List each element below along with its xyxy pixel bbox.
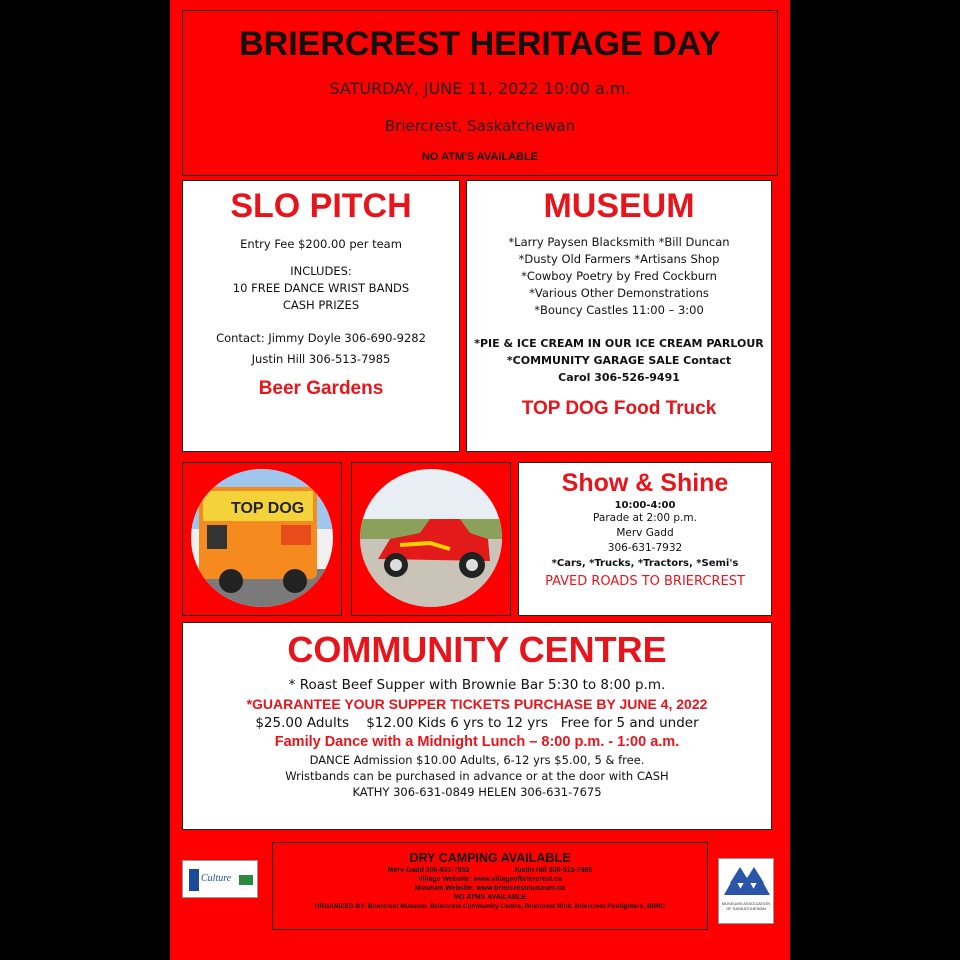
hot-rod-photo-box xyxy=(351,462,511,616)
contact-name: Merv Gadd xyxy=(616,527,674,539)
museum-item: *Larry Paysen Blacksmith *Bill Duncan xyxy=(508,235,730,249)
beer-gardens: Beer Gardens xyxy=(258,378,384,399)
food-truck-photo-box xyxy=(182,462,342,616)
event-title: BRIERCREST HERITAGE DAY xyxy=(239,25,721,63)
paved-roads: PAVED ROADS TO BRIERCREST xyxy=(545,574,745,589)
museum-item: *Dusty Old Farmers *Artisans Shop xyxy=(518,252,720,266)
slo-pitch-box xyxy=(182,180,460,452)
entry-fee: Entry Fee $200.00 per team xyxy=(240,237,402,251)
village-website[interactable]: Village Website: www.villageofbriercrest.ca xyxy=(418,876,562,883)
footer-no-atm: NO ATMS AVAILABLE xyxy=(453,894,527,901)
museum-bold-item: Carol 306-526-9491 xyxy=(558,371,680,384)
event-poster xyxy=(170,0,790,960)
museum-title: MUSEUM xyxy=(543,187,695,225)
truck-label: TOP DOG xyxy=(231,500,305,517)
contact-line: Justin Hill 306-513-7985 xyxy=(251,352,391,366)
community-title: COMMUNITY CENTRE xyxy=(287,629,667,670)
wristbands-line: Wristbands can be purchased in advance or at the door with CASH xyxy=(285,769,669,783)
community-centre-box xyxy=(182,622,772,830)
food-truck-photo xyxy=(191,469,333,607)
museum-item: *Various Other Demonstrations xyxy=(529,286,709,300)
museum-item: *Bouncy Castles 11:00 – 3:00 xyxy=(534,303,704,317)
includes-label: INCLUDES: xyxy=(290,264,352,278)
show-shine-title: Show & Shine xyxy=(561,469,729,497)
museum-bold-item: *COMMUNITY GARAGE SALE Contact xyxy=(506,354,732,367)
event-date: SATURDAY, JUNE 11, 2022 10:00 a.m. xyxy=(329,79,631,98)
footer-contact: Merv Gadd 306-631-7932 xyxy=(387,867,470,874)
footer-contact: Justin Hill 306-513-7985 xyxy=(513,867,593,874)
organized-by: ORGANIZED BY: Briercrest Museum, Briercrest Community Centre, Briercrest Rink, Briercrest Firefighters, BRRC xyxy=(314,903,666,910)
hot-rod-photo xyxy=(360,469,502,607)
dance-line: Family Dance with a Midnight Lunch – 8:00 p.m. - 1:00 a.m. xyxy=(274,734,680,750)
show-shine-box xyxy=(518,462,772,616)
museum-box xyxy=(466,180,772,452)
footer-contacts xyxy=(273,867,707,874)
guarantee-line: *GUARANTEE YOUR SUPPER TICKETS PURCHASE BY JUNE 4, 2022 xyxy=(246,696,708,712)
museums-association-text: MUSEUMS ASSOCIATION OF SASKATCHEWAN xyxy=(721,901,771,911)
parade-time: Parade at 2:00 p.m. xyxy=(593,512,697,524)
mountain-icon xyxy=(720,865,774,899)
museums-association-logo xyxy=(718,858,774,924)
museum-item: *Cowboy Poetry by Fred Cockburn xyxy=(521,269,717,283)
slo-pitch-title: SLO PITCH xyxy=(230,187,412,225)
show-shine-time: 10:00-4:00 xyxy=(614,500,676,511)
culture-logo-mark xyxy=(189,869,199,891)
culture-logo-text: Culture xyxy=(201,873,232,884)
culture-logo xyxy=(182,860,258,898)
supper-line: * Roast Beef Supper with Brownie Bar 5:30 to 8:00 p.m. xyxy=(288,677,666,693)
header-box xyxy=(182,10,778,176)
includes-item: CASH PRIZES xyxy=(282,298,360,312)
event-location: Briercrest, Saskatchewan xyxy=(384,117,576,135)
contact-line: Contact: Jimmy Doyle 306-690-9282 xyxy=(216,331,426,345)
vehicle-types: *Cars, *Trucks, *Tractors, *Semi's xyxy=(551,558,739,569)
prices-line: $25.00 Adults $12.00 Kids 6 yrs to 12 yrs Free for 5 and under xyxy=(255,715,699,731)
atm-notice: NO ATM'S AVAILABLE xyxy=(421,151,539,163)
footer-box xyxy=(272,842,708,930)
admission-line: DANCE Admission $10.00 Adults, 6-12 yrs $5.00, 5 & free. xyxy=(309,753,645,767)
contact-phone: 306-631-7932 xyxy=(607,542,683,554)
food-truck: TOP DOG Food Truck xyxy=(521,398,717,419)
culture-logo-mark-2 xyxy=(239,875,253,885)
museum-bold-item: *PIE & ICE CREAM IN OUR ICE CREAM PARLOUR xyxy=(474,337,764,350)
includes-item: 10 FREE DANCE WRIST BANDS xyxy=(232,281,410,295)
museum-website[interactable]: Museum Website: www.briercrestmuseum.ca xyxy=(414,885,566,892)
dry-camping: DRY CAMPING AVAILABLE xyxy=(409,851,571,865)
contacts-line: KATHY 306-631-0849 HELEN 306-631-7675 xyxy=(352,785,602,799)
